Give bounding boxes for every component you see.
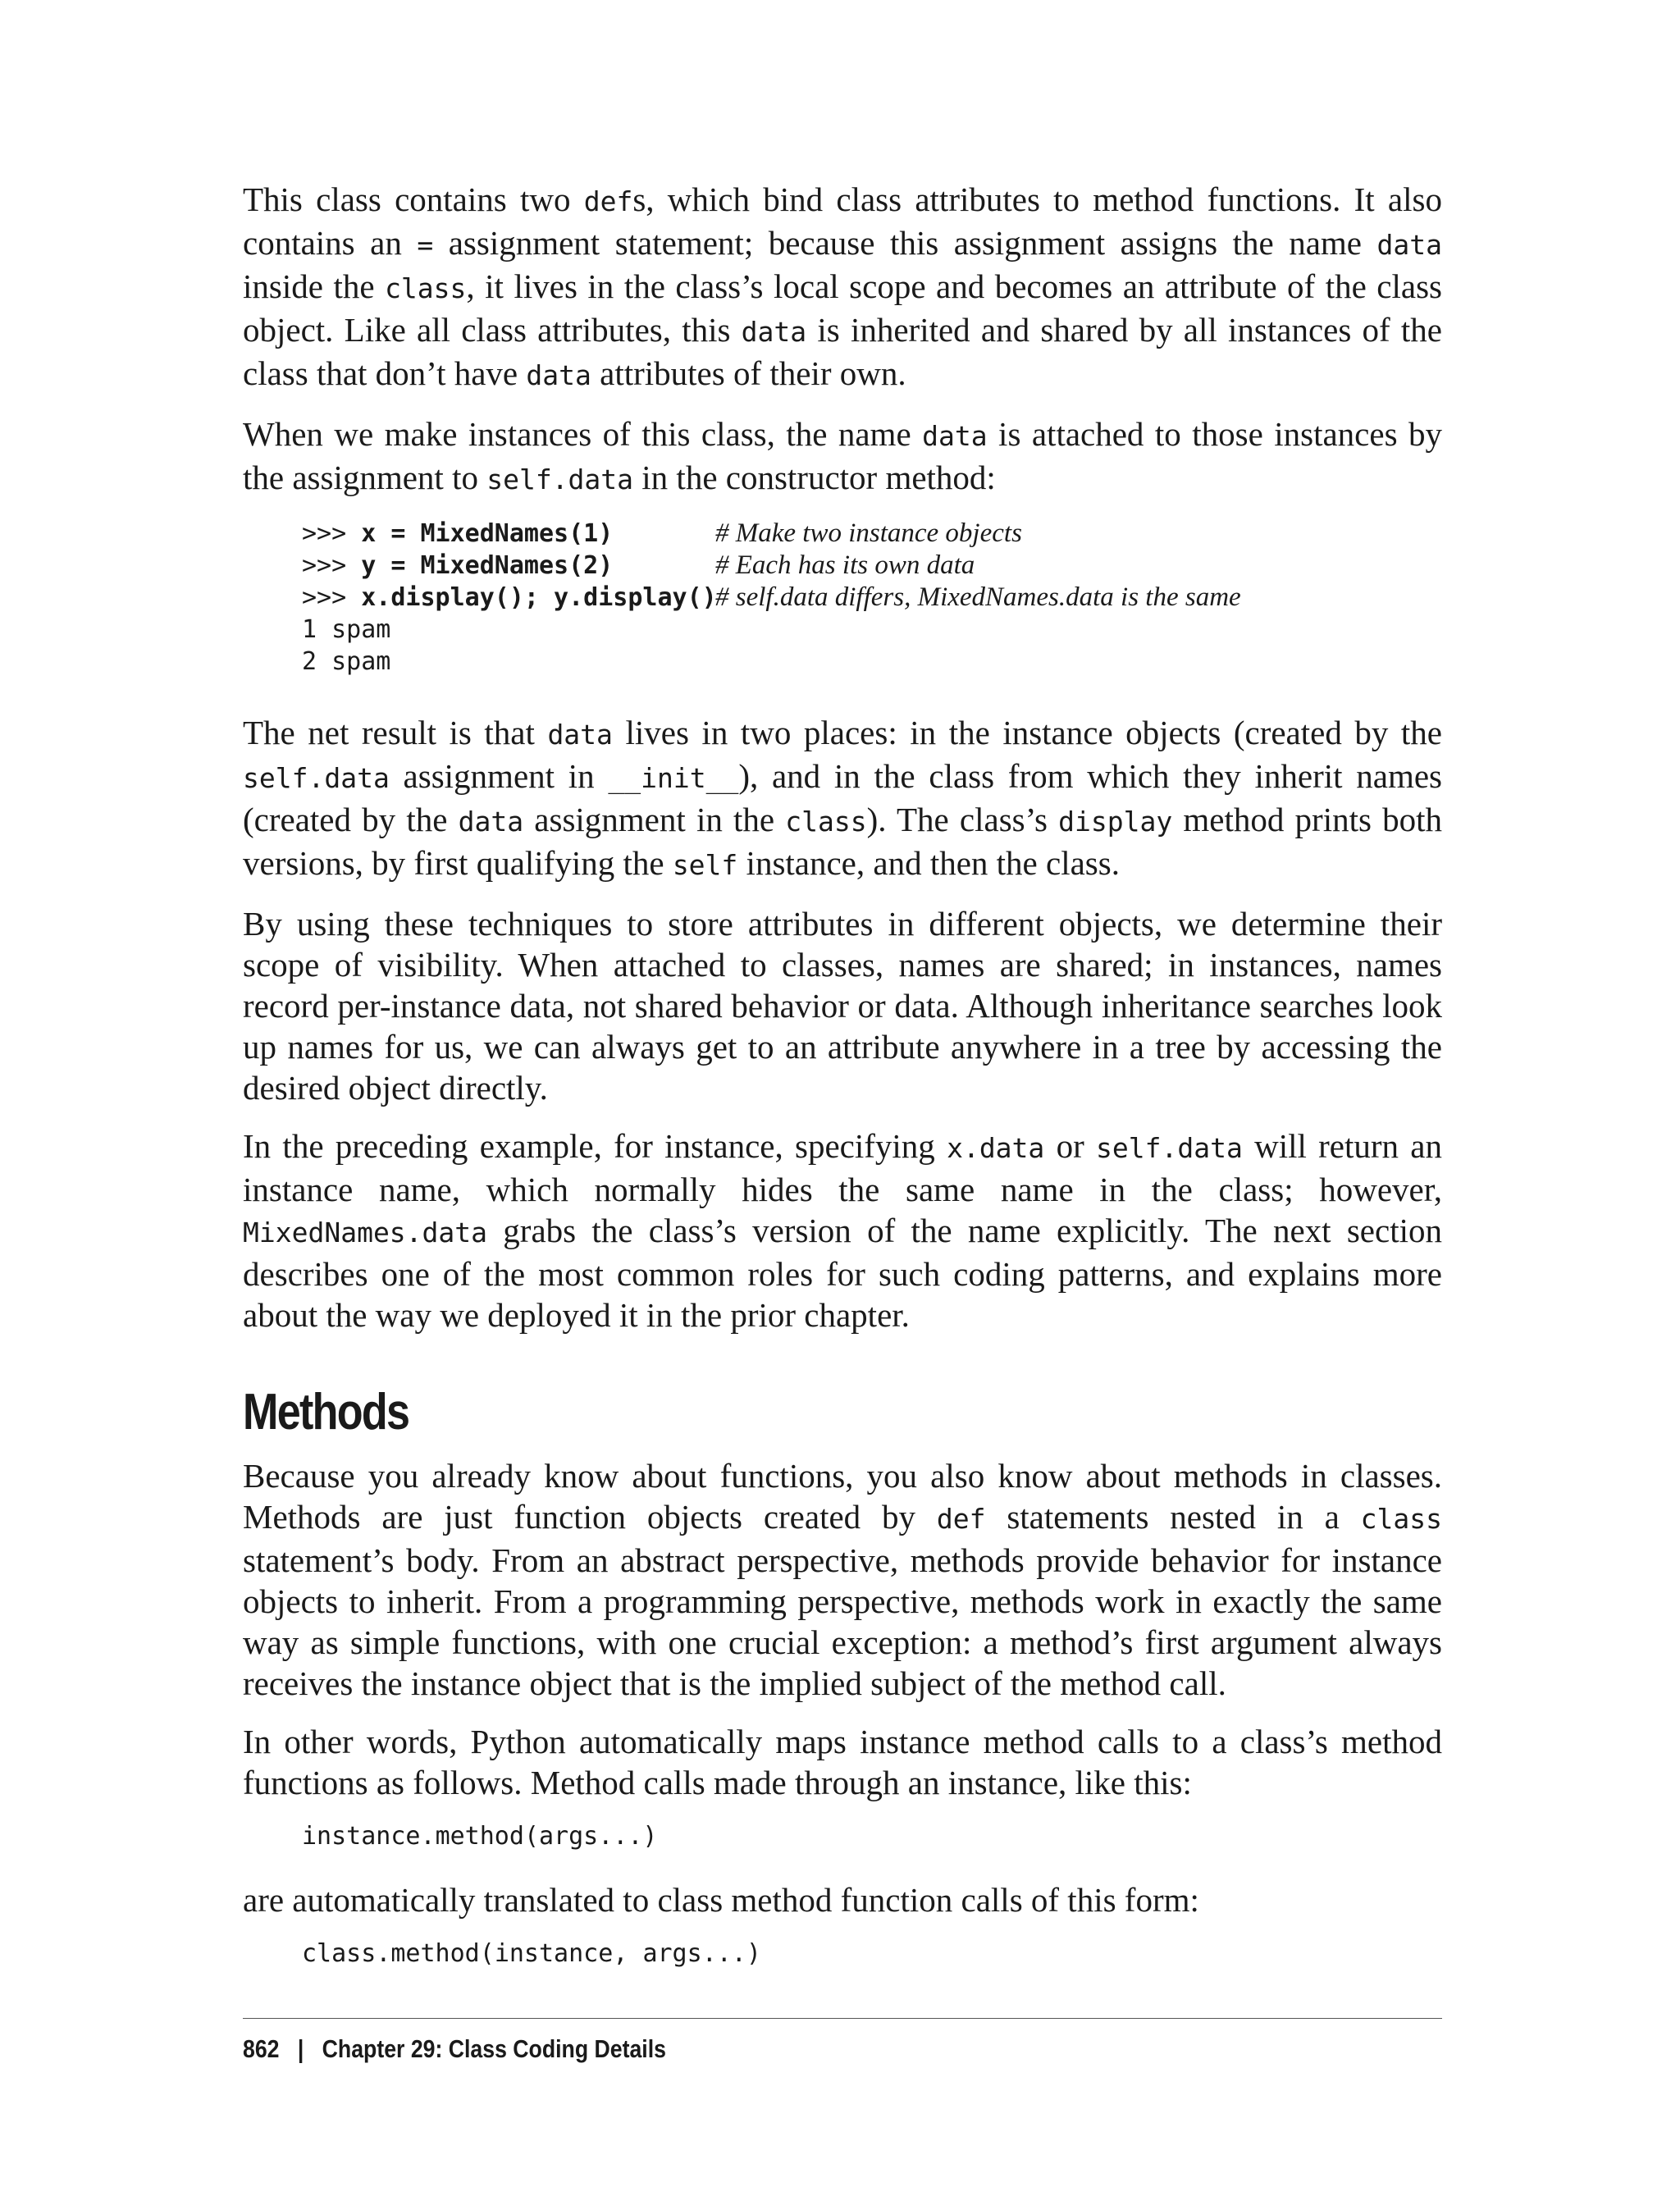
text-run: assignment in — [389, 757, 609, 795]
code-token: class — [302, 1939, 377, 1968]
code-token: ( — [523, 1822, 539, 1851]
paragraph-techniques — [243, 903, 1442, 1108]
paragraph-instances — [243, 413, 1442, 500]
code-line — [302, 518, 1442, 550]
code-token: . — [420, 1822, 436, 1851]
code-token: args — [539, 1822, 599, 1851]
inline-code: self.data — [486, 463, 634, 495]
text-run: are automatically translated to class method function calls of this form: — [243, 1881, 1199, 1919]
text-run: is inherited and shared by all instances of the class that don’t have — [243, 311, 1442, 392]
text-run: attributes of their own. — [591, 354, 906, 392]
text-run: In the preceding example, for instance, specifying — [243, 1127, 947, 1165]
footer-divider — [243, 2018, 1442, 2019]
code-token: ...) — [701, 1939, 761, 1968]
text-run: method prints both versions, by first qualifying the — [243, 801, 1443, 882]
code-comment: # Make two instance objects — [715, 518, 1022, 548]
code-token: ( — [479, 1939, 495, 1968]
inline-code: def — [936, 1503, 986, 1535]
text-run: This class contains two — [243, 180, 584, 218]
code-class-method-call — [302, 1938, 1442, 1970]
text-run: or — [1044, 1127, 1096, 1165]
text-run: ), and in the class from which they inherit names (created by the — [243, 757, 1442, 838]
code-prompt: >>> — [302, 583, 362, 612]
text-run: The net result is that — [243, 714, 548, 751]
text-run: In other words, Python automatically maps instance method calls to a class’s method functions as follows. Method calls made through an instance, like this: — [243, 1723, 1442, 1801]
paragraph-net-result — [243, 712, 1442, 886]
code-prompt: >>> — [302, 551, 362, 580]
text-run: inside the — [243, 267, 386, 305]
code-token: method — [435, 1822, 524, 1851]
paragraph-methods-intro — [243, 1455, 1442, 1704]
inline-code: __init__ — [608, 762, 739, 794]
section-heading: Methods — [243, 1384, 409, 1440]
text-run: will return an instance name, which normally hides the same name in the class; however, — [243, 1127, 1442, 1208]
text-run: assignment in the — [523, 801, 786, 838]
text-run: When we make instances of this class, the name — [243, 415, 923, 453]
code-command: x = MixedNames(1) — [361, 519, 614, 548]
code-line — [302, 582, 1442, 614]
inline-code: MixedNames.data — [243, 1217, 488, 1249]
page-number: 862 — [243, 2034, 280, 2063]
inline-code: data — [526, 359, 591, 391]
code-example-mixednames — [302, 518, 1442, 678]
text-run: grabs the class’s version of the name explicitly. The next section describes one of the most common roles for such coding patterns, and explains more about the way we deployed it in the prior chapter. — [243, 1212, 1442, 1334]
code-token: instance — [302, 1822, 421, 1851]
code-command: x.display(); y.display() — [361, 583, 717, 612]
code-token: , — [613, 1939, 643, 1968]
text-run: ). The class’s — [866, 801, 1059, 838]
text-run: instance, and then the class. — [737, 844, 1120, 882]
text-run: , it lives in the class’s local scope and becomes an attribute of the class object. Like all class attributes, this — [243, 267, 1442, 349]
inline-code: def — [583, 185, 633, 217]
text-run: is attached to those instances by the assignment to — [243, 415, 1442, 496]
text-run: statements nested in a — [985, 1498, 1361, 1536]
text-run: statement’s body. From an abstract perspective, methods provide behavior for instance objects to inherit. From a programming perspective, methods work in exactly the same way as simple functions, with one crucial exception: a method’s first argument always receives the instance object that is the implied subject of the method call. — [243, 1541, 1442, 1702]
paragraph-method-mapping — [243, 1721, 1442, 1803]
code-token: ...) — [598, 1822, 658, 1851]
code-line — [302, 550, 1442, 582]
text-run: in the constructor method: — [633, 459, 996, 496]
inline-code: display — [1058, 806, 1173, 838]
text-run: assignment statement; because this assignment assigns the name — [433, 224, 1377, 262]
inline-code: data — [547, 719, 613, 751]
footer-separator: | — [297, 2034, 304, 2063]
text-run: By using these techniques to store attributes in different objects, we determine their scope of visibility. When attached to classes, names are shared; in instances, names record per-instance data, not shared behavior or data. Although inheritance searches look up names for us, we can always get to an attribute anywhere in a tree by accessing the desired object directly. — [243, 905, 1442, 1107]
inline-code: class — [385, 272, 467, 304]
code-token: . — [376, 1939, 391, 1968]
chapter-title: Chapter 29: Class Coding Details — [322, 2034, 666, 2063]
inline-code: x.data — [947, 1132, 1045, 1164]
code-instance-method-call — [302, 1820, 1442, 1853]
inline-code: class — [785, 806, 867, 838]
text-run: s, which bind class attributes to method functions. It also contains an — [243, 180, 1442, 262]
code-token: instance — [494, 1939, 614, 1968]
code-output: 2 spam — [302, 647, 391, 676]
code-command: y = MixedNames(2) — [361, 551, 614, 580]
text-run: Because you already know about functions, you also know about methods in classes. Methods are just function objects created by — [243, 1457, 1442, 1536]
code-prompt: >>> — [302, 519, 362, 548]
code-comment: # Each has its own data — [715, 550, 975, 580]
inline-code: self — [672, 849, 738, 881]
inline-code: data — [922, 420, 988, 452]
code-output: 1 spam — [302, 615, 391, 644]
code-token: args — [642, 1939, 702, 1968]
inline-code: data — [458, 806, 524, 838]
inline-code: self.data — [243, 762, 390, 794]
page-footer — [243, 2033, 666, 2066]
inline-code: data — [741, 316, 807, 348]
inline-code: data — [1376, 229, 1442, 261]
paragraph-translated — [243, 1879, 1442, 1920]
paragraph-class-defs — [243, 179, 1442, 396]
inline-code: = — [417, 229, 434, 261]
paragraph-preceding-example — [243, 1125, 1442, 1335]
text-run: lives in two places: in the instance objects (created by the — [612, 714, 1442, 751]
inline-code: class — [1360, 1503, 1442, 1535]
page-content — [243, 179, 1442, 1997]
inline-code: self.data — [1096, 1132, 1243, 1164]
code-comment: # self.data differs, MixedNames.data is the same — [715, 582, 1241, 612]
code-token: method — [390, 1939, 480, 1968]
